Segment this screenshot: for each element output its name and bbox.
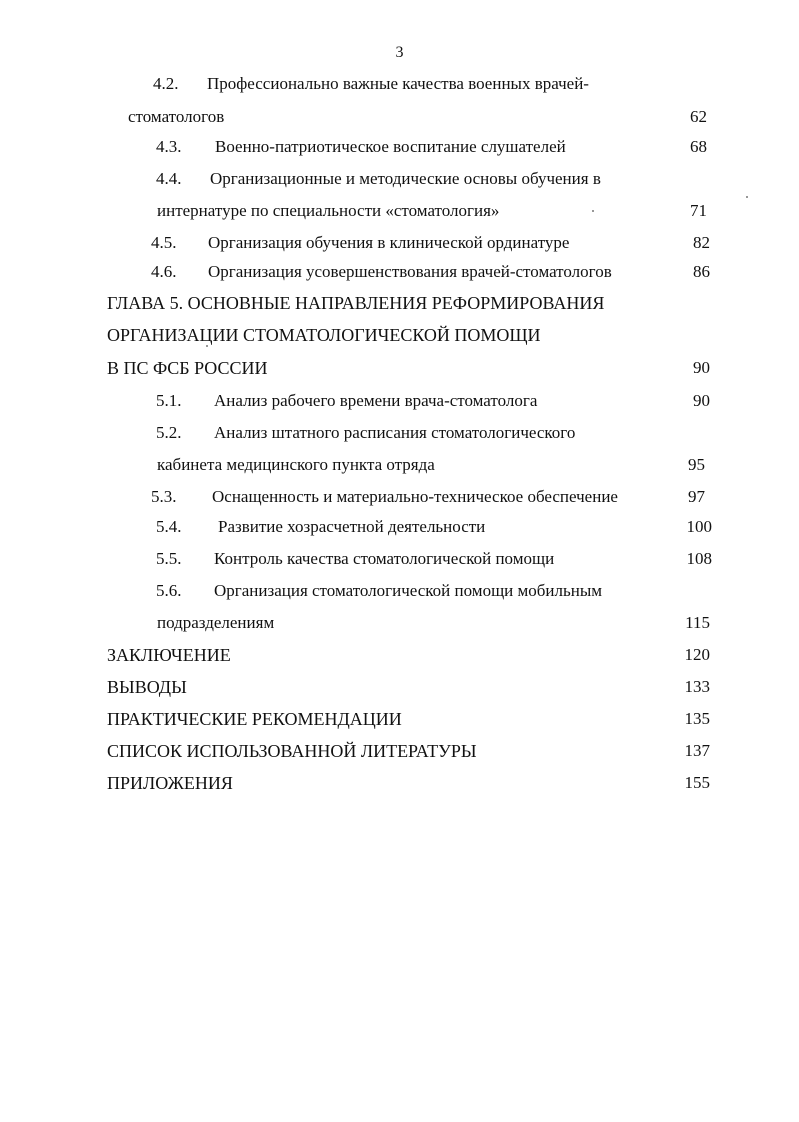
- toc-entry-title: Организация обучения в клинической ординатуре: [208, 233, 570, 252]
- toc-references-title: СПИСОК ИСПОЛЬЗОВАННОЙ ЛИТЕРАТУРЫ: [107, 741, 477, 761]
- toc-entry-page: 120: [684, 645, 710, 664]
- toc-entry-page: 100: [686, 517, 712, 536]
- toc-entry-title: Организационные и методические основы обучения в: [210, 169, 601, 188]
- toc-entry-title: Развитие хозрасчетной деятельности: [218, 517, 486, 536]
- toc-entry-number: 5.5.: [156, 549, 182, 568]
- toc-recommendations-title: ПРАКТИЧЕСКИЕ РЕКОМЕНДАЦИИ: [107, 709, 402, 729]
- chapter-title-line-2: ОРГАНИЗАЦИИ СТОМАТОЛОГИЧЕСКОЙ ПОМОЩИ: [107, 325, 541, 345]
- toc-entry-page: 62: [690, 107, 707, 126]
- toc-entry-number: 4.5.: [151, 233, 177, 252]
- toc-entry-title-continued: стоматологов: [128, 107, 225, 126]
- toc-entry-title: Контроль качества стоматологической помощи: [214, 549, 555, 568]
- toc-entry-page: 90: [693, 391, 710, 410]
- toc-entry-title: Анализ штатного расписания стоматологического: [214, 423, 576, 442]
- chapter-title-line-3: В ПС ФСБ РОССИИ: [107, 358, 268, 378]
- toc-entry-page: 133: [684, 677, 710, 696]
- toc-entry-page: 115: [685, 613, 710, 632]
- toc-entry-number: 4.4.: [156, 169, 182, 188]
- toc-entry-title: Анализ рабочего времени врача-стоматолога: [214, 391, 538, 410]
- toc-entry-title: Организация усовершенствования врачей-стоматологов: [208, 262, 612, 281]
- toc-entry-number: 5.1.: [156, 391, 182, 410]
- toc-entry-number: 4.6.: [151, 262, 177, 281]
- toc-entry-title: Оснащенность и материально-техническое обеспечение: [212, 487, 618, 506]
- toc-entry-page: 135: [684, 709, 710, 728]
- toc-entry-title: Военно-патриотическое воспитание слушателей: [215, 137, 566, 156]
- page-number: 3: [395, 44, 404, 61]
- toc-entry-page: 155: [684, 773, 710, 792]
- toc-entry-title: Профессионально важные качества военных врачей-: [207, 74, 589, 93]
- scan-speck: [746, 196, 748, 198]
- toc-appendices-title: ПРИЛОЖЕНИЯ: [107, 773, 233, 793]
- toc-entry-number: 5.6.: [156, 581, 182, 600]
- chapter-title-line-1: ГЛАВА 5. ОСНОВНЫЕ НАПРАВЛЕНИЯ РЕФОРМИРОВАНИЯ: [107, 293, 605, 313]
- toc-conclusion-title: ЗАКЛЮЧЕНИЕ: [107, 645, 231, 665]
- toc-entry-page: 108: [686, 549, 712, 568]
- toc-entry-page: 68: [690, 137, 707, 156]
- toc-entry-page: 71: [690, 201, 707, 220]
- toc-entry-page: 90: [693, 358, 710, 377]
- toc-entry-title-continued: кабинета медицинского пункта отряда: [157, 455, 435, 474]
- toc-entry-title: Организация стоматологической помощи мобильным: [214, 581, 603, 600]
- toc-entry-title-continued: подразделениям: [157, 613, 275, 632]
- scan-speck: [592, 210, 594, 212]
- toc-entry-page: 82: [693, 233, 710, 252]
- toc-entry-number: 5.4.: [156, 517, 182, 536]
- toc-entry-title-continued: интернатуре по специальности «стоматология»: [157, 201, 500, 220]
- toc-entry-page: 97: [688, 487, 705, 506]
- toc-entry-number: 4.3.: [156, 137, 182, 156]
- toc-entry-page: 137: [684, 741, 710, 760]
- toc-entry-number: 4.2.: [153, 74, 179, 93]
- toc-entry-page: 95: [688, 455, 705, 474]
- toc-entry-number: 5.2.: [156, 423, 182, 442]
- scan-speck: [206, 345, 208, 347]
- toc-entry-page: 86: [693, 262, 710, 281]
- toc-findings-title: ВЫВОДЫ: [107, 677, 187, 697]
- toc-entry-number: 5.3.: [151, 487, 177, 506]
